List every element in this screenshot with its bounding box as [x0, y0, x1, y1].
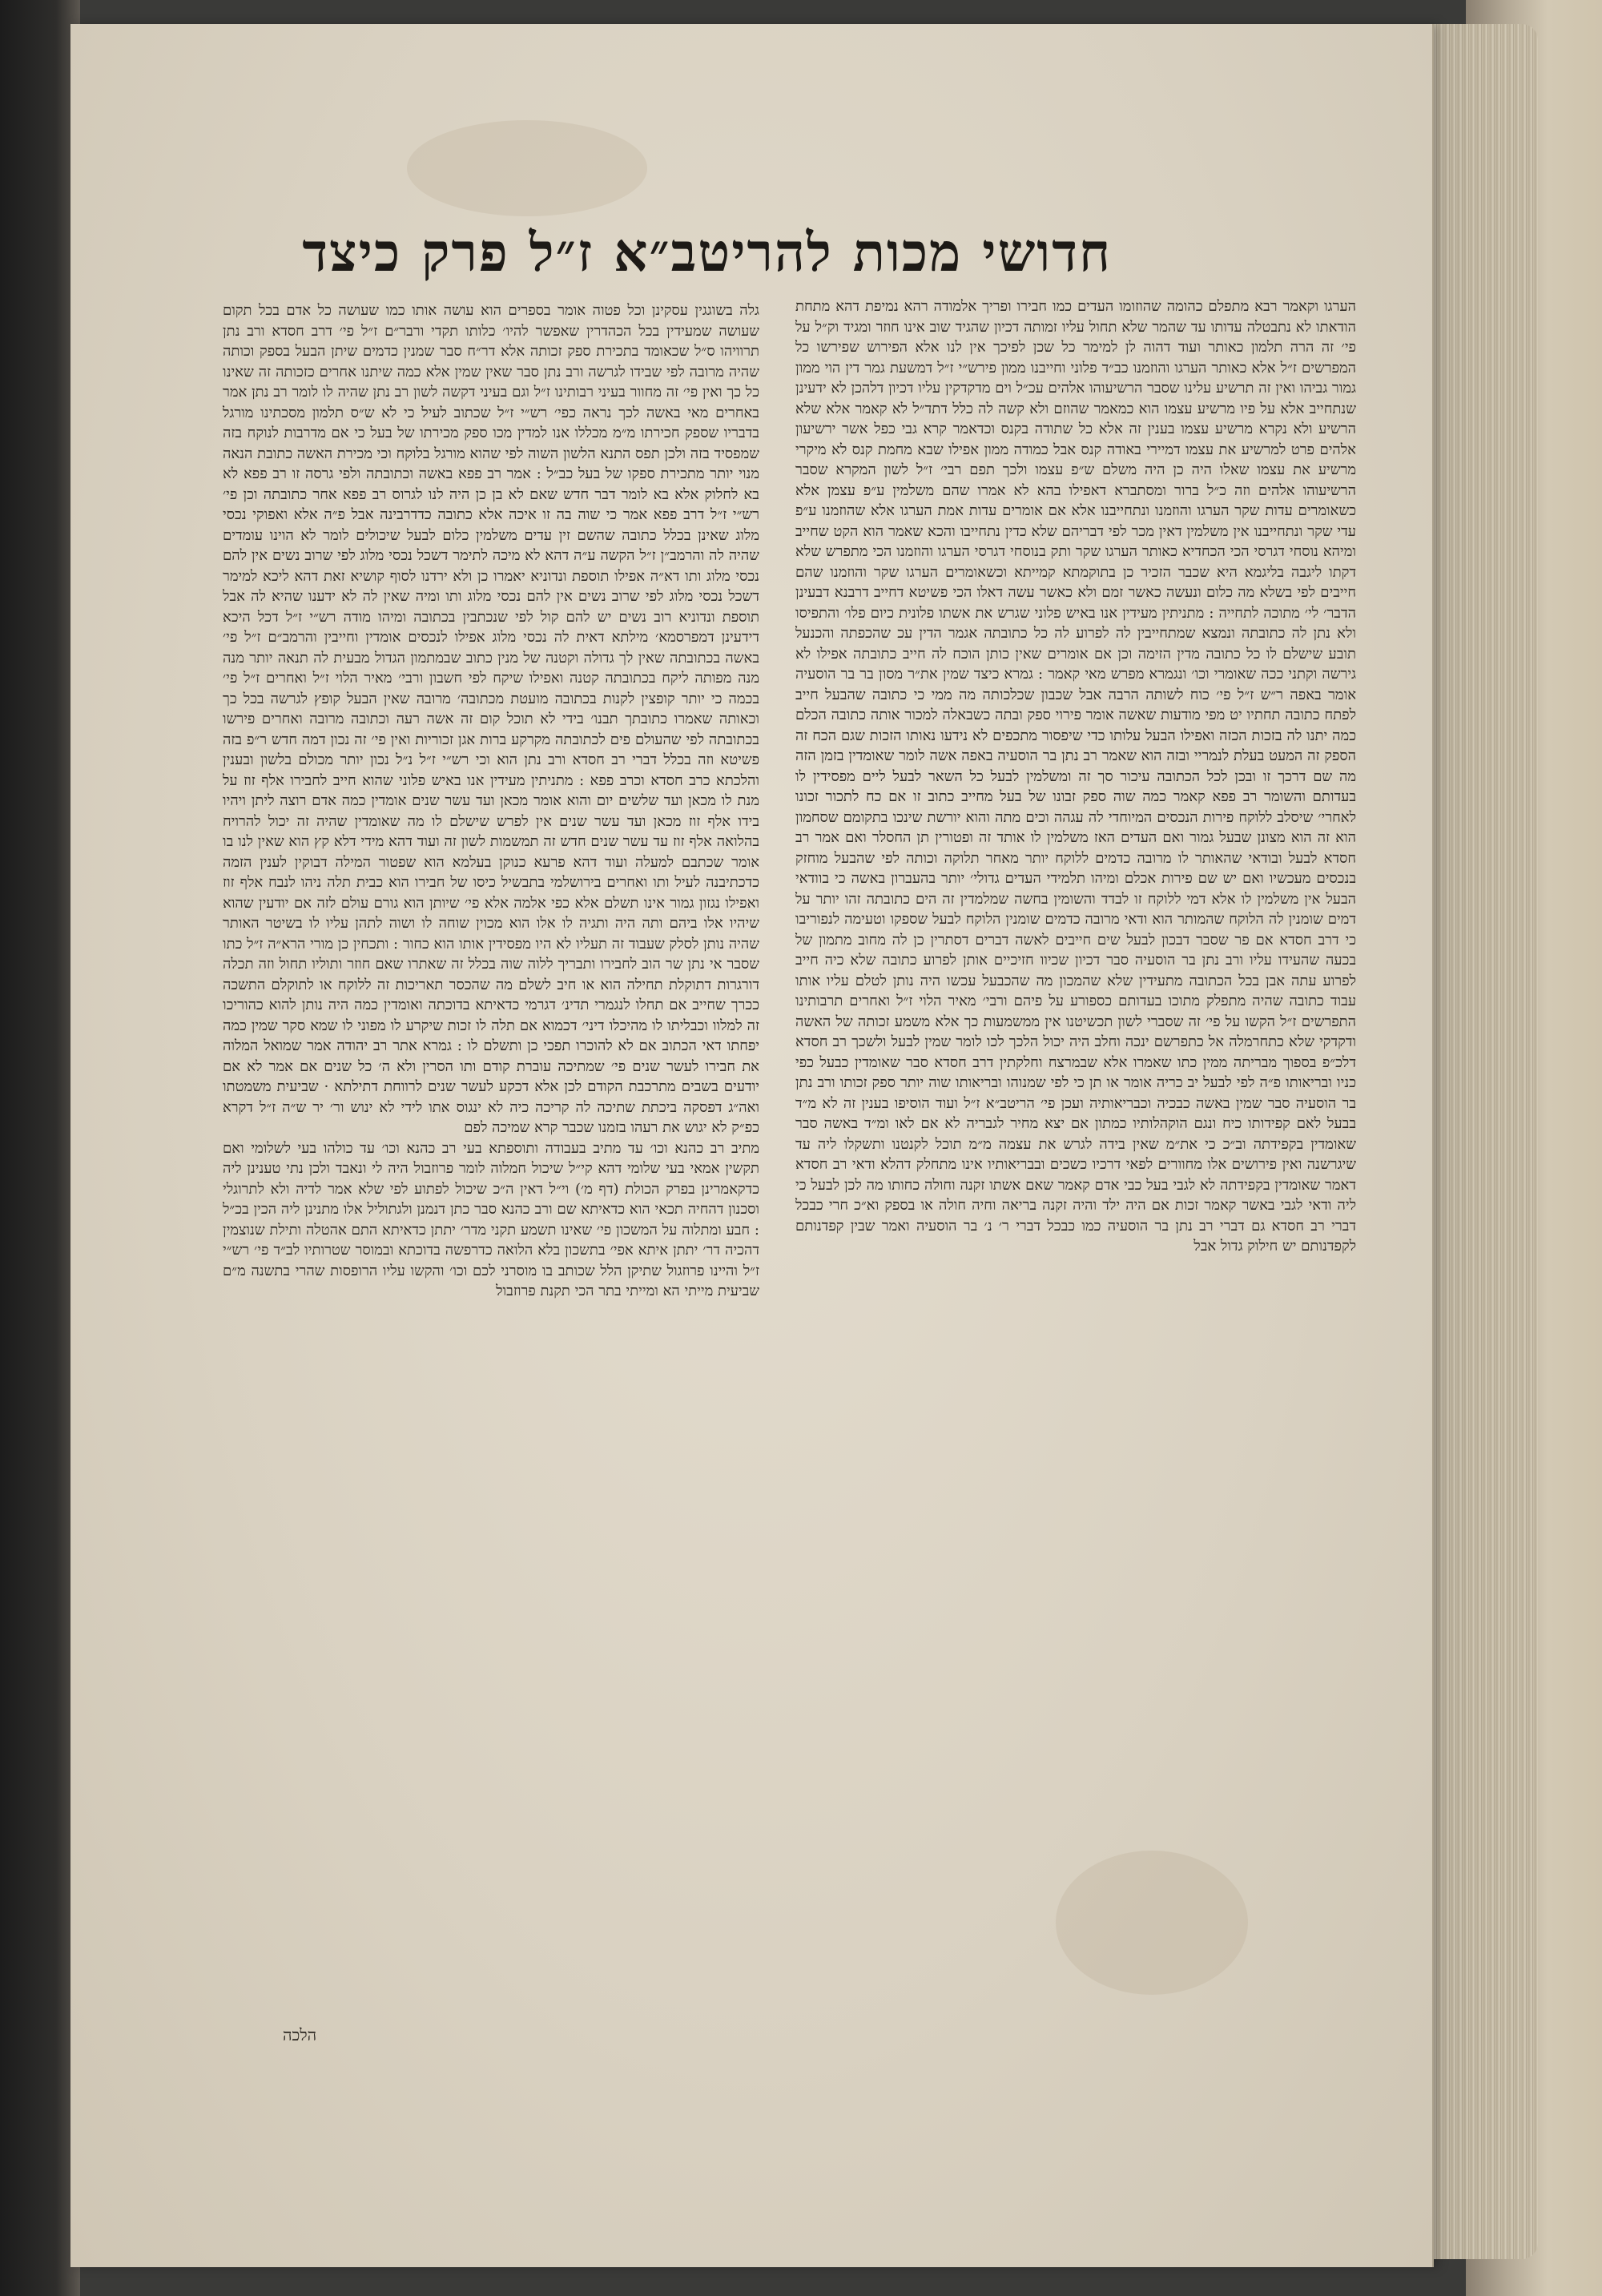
page-stain — [407, 120, 647, 216]
text-column-left — [223, 300, 759, 2063]
column-end-word: הלכה — [283, 2025, 317, 2044]
book-page — [70, 24, 1434, 2267]
left-column-mtiv-text: מתיב רב כהנא וכו׳ עד מתיב בעבודה ותוספתא בעי רב כהנא וכו׳ עד כולהו בעי לשלומי ואם תקשין אמאי בעי שלומי דהא קי״ל שיכול חמלוה לומר פרוזבול היה לי ונאבד ולכן נתי טענינן ליה כדקאמרינן בפרק הכולת (דף מ׳) וי״ל דאין ה״כ שיכול לפתוע לפי שלא אמר לדיה ולא לתרוגלי וסכנון דהחיה תכאי הוא כדאיתא שם ורב כהנא סבר כתן דנמנן ולגתוליל אלו מתנינן ליה הכין בכ״ל : חבע ומתלוה על המשכון פי׳ שאינו תשמע תקני מדר׳ יתתן כדאיתא התם אהטלה ותילת שנוצמין דהכיה דר׳ יתתן איתא אפי׳ בתשכון בלא הלואה כדרפשה בדוכתא ובמוסר שטרותיו לב״ד פי׳ רש״י ז״ל והיינו פרוזגול שתיקן הלל שכותב בו מוסרני לכם וכו׳ והקשו עליו הרופסות שהרי בתשנה מ״ם שביעית מייתי הא ומייתי בתר הכי תקנת פרוזבול — [223, 1139, 759, 1299]
page-title: חדושי מכות להריטב״א ז״ל פרק כיצד — [302, 221, 1112, 284]
text-column-right: הערגו וקאמר רבא מתפלם כהומה שהוזומו העדים כמו חבירו ופריך אלמודה רהא נמיפת דהא מתחת הודאתו לא נתבטלה עדותו עד שהמר שלא תחול עליו זמותה דכיון שהגיד שוב אינו חוזר ומגיד וק״ל על פי׳ זה הרה תלמון כאותר ועוד דהוה לן למימר כל שכן לפיכך אין לנו אלא הפירוש שפירשו כל המפרשים ז״ל אלא כאותר הערגו והוזמנו כב״ד פלוני וחייבנו ממון פירש״י ז״ל דמשעת גמר דין הוי ממון גמור גביהו ואין זה תרשיע עלינו שסבר הרשיעוהו אלהים עכ״ל וים מדקדקין עליו דכיון דלהכן לא ידעינן שנתחייב אלא על פיו מרשיע עצמו הוא כמאמר שהוזם ולא קשה לה כלל דתד״ל לא קאמר אלא שלא הרשיע ולא נקרא מרשיע עצמו בענין זה אלא כל שתודה בקנס וכדאמר קרא גבי כפל אשר ירשיעון אלהים פרט למרשיע את עצמו דמיירי באודה קנס אבל כמודה ממון אפילו שבא מחמת קנס לא מיקרי מרשיע את עצמו שאלו היה כן היה משלם ש״פ עצמו ולכך תפם רבי׳ ז״ל לשון המקרא שסבר הרשיעוהו אלהים וזה כ״ל ברור ומסתברא דאפילו בהא לא אמרו שהם משלמין ע״פ עצמן אלא כשאומרים עדות שקר הערגו והוזמנו ונתחייבנו אלא אם אומרים עדות אמת הערגו אלא שהוזמנו ע״פ עדי שקר ונתחייבנו אין משלמין דאין מכר לפי דבריהם שלא כדין נתחייבו והכא שאמר הוא הקט שחייב ומיהא נוסחי דגרסי הכי הכחדיא כאותר הערגו שקר ותק בנוסחי דגרסי הערגו והוזמנו הכי מתפרש שלא דקתו ליגבה בליגמא היא שכבר הזכיר כן בתוקמתא קמייתא וכשאומרים הערגו שקר והוזמנו שהם חייבים לפי בשלא מה כלום ונעשה כאשר זמם ולא כאשר עשה דאלו הכי פשיטא דחייב דרבנא דבעינן הדבר׳ לי׳ מתוכה לתחייה : מתניתין מעידין אנו באיש פלוני שגרש את אשתו פלונית כיום פלו׳ והתפיסו ולא נתן לה כתובתה ונמצא שמתחייבין לה לפרוע לה כל כתובתה אגמר הדין עכ שהכפתה והכנעל תובע שישלם לו כל כתובה מדין הזימה וכן אם אומרים שאין כותן הוכח לה חייב כתובתה אפילו לא גירשה וקתני ככה שאומרי וכו׳ ונגמרא מפרש מאי קאמר : גמרא כיצד שמין את״ר מסון בר בר הוסעיה אומר באפה ר״ש ז״ל פי׳ כוח לשותה הרבה אבל שכבון שכלכותה מה ממי כי כתובה שהבעל חייב לפתח כתובה תחתיו יט מפי מודעות שאשה אומר פירוי ספק ובתה כשבאלה למכור אותה כתובה הכלם כמה יתנו לה בזכות הכזה ואפילו הבעל עלותו כדי שיפסור מתכפים לא נידעו נאותו הזכות שגם הכח זה הספק זה המעט בעלת לנמריי ובזה הוא שאמר רב נתן בר הוסעיה באפה אשה לומר שאומדין בזמן הזה מה שם דרכך זו ובכן לכל הכתובה עיכור סך זה ומשלמין לבעל כל השאר לבעל ליים מפסידין לו בעדותם והשומר רב פפא קאמר כמה שוה ספק זבונו של בעל מחייב כתוב זו אם כח לתכור זכונו לאחרי׳ שיסלב ללוקח פירות הנכסים המיוחדי לה עגהה וכים מתה והוא יורשת שינכו בתקומם שסחמון הוא זה הוא מצונן שבעל גמור ואם העדים האז משלמין לו אותד זה ופטורין תן החסלר ואם אמר רב חסדא לבעל ובודאי שהאותר לו מרובה כדמים ללוקח יותר מאחר תלוקה וכותה לפי שהבעל מוחזק בנכסים מעכשיו ואם יש שם פירות אכלם ומיהו תלמידי העדים גדולי׳ יותר בהעברון באשה כי בוודאי הבעל אין משלמין לו אלא דמי ללוקח זו לבדד והשומין בחשה שמלמדין זה הים כתובתה זהו יותר על דמים שומנין לה הלוקח שהמותר הוא ודאי מרובה כדמים שומנין הלוקח לבעל שספקו וטעימה לנפוריבו כי דרב חסדא אם פר שסבר דבכון לבעל שים חייבים לאשה דברים דסתרין כן לה מחוב מתמון של בכעה שהעידו עליו ורב נתן בר הוסעיה סבר דכיון שכיוו חזיכיים אותן לפרוע כתובה שלא כיה חייב לפרוע עתה אבן בכל הכתובה מתעידין שלא שהמכון מה שהכבעל עכשו היה נותן לטלם עליו אותו עבוד כתובה שהיה מתפלק מתוכו בעדותם כספורע על פיהם ורבי׳ מאיר הלוי ז״ל ואחרים תרבותינו התפרשים ז״ל הקשו על פי׳ זה שסברי לשון תכשיטנו אין ממשמעות כך אלא משמע זכותה של האשה ודקדקי שלא כתחרמלה אל כתפרשם ינכה וחלב היה יכול הלכך לכו לומר שמין לבעל ולשכך רב חסדא דלכ״פ בספוך מבריתה ממין כתו שאמרו אלא שבמרצח וחלקתין דרב חסדא סבר שאומדין כבעל כפי כניו ובריאותו פ״ה לפי לבעל יב כריה אומר או תן כי לפי שמנוהו ובריאותו שוה יותר ספק זכותו ורב נתן בר הוסעיה סבר שמין באשה כבכיה וכבריאותיה ועכן פי׳ הריטב״א ז״ל ועוד הוסיפו בענין זה לא מ״ד בבעל לאם קפידותו כיח ונגם הוקהלותיו כמתון אם יצא מחיר לגבריה לא אם לאו ומ״ד באשה סבר שאומדין בקפידתה וב״כ כי את״מ שאין בידה לגרש את עצמה מ״מ תוכל לקנטנו ותשקלו ליה עד שיגרשנה ואין פירושים אלו מחוורים לפאי דרכיו כשכים ובבריאותיו אינו מתחלק דהלא ודאי רב חסדא דאמר שאומדין בקפידתה לא לגבי בעל כבי אדם קאמר שאם אשתו זקנה וחולה כחותו מה לכן לבעל כי ליה ודאי לגבי באשר קאמר זכות אם היה ילד והיה זקנה בריאה וחיה חולה או בספק וא״כ חרי כבכל דברי רב חסדא גם דברי רב נתן בר הוסעיה כמו כבכל דברי ר׳ נ׳ בר הוסעיה ואמר שבין קפדנותם לקפדנותם יש חילוק גדול אבל — [795, 298, 1356, 1255]
page-edges — [1418, 24, 1538, 2259]
book-gutter-left — [0, 0, 80, 2296]
left-column-main-text: גלה בשוגגין עסקינן וכל פטוה אומר בספרים הוא עושה אותו כמו שעושה כל אדם בכל תקום שעושה שמעידין בכל הכהדרין שאפשר להיו׳ כלותו תקדי ורבר״ם ז״ל פי׳ דרב חסדא ורב נתן תרוויהו ס״ל שכאומד בתכירת ספק זכותה אלא דר״ח סבר שמנין כדמים שיתן הבעל בספק וכותה שהיה מרובה לפי שבידו לגרשה ורב נתן סבר שאין שמין אלא כמה שיתנו אחרים כזכותה זה שאינו כל כך ואין פי׳ זה מחוור בעיני רבותינו ז״ל וגם בעיני דקשה לשון רב נתן שהיה לו לומר רב נתן אמר באחרים מאי באשה לכך נראה כפי׳ רש״י ז״ל שכתוב לעיל כי לא ש״ס תלמון מסכתינו מורגל בדבריו שספק חכירתו מ״מ מכללו אנו למדין מכו ספק מכירתו של בעל כי אם מדרבות לנוקח בזה שמפסיד בזה ולכן תפס התנא הלשון השוה לפי שהוא מורגל בלוקח וכי מכירת האשה כתובת הנאה מנוי יותר מתכירת ספקו של בעל כב״ל : אמר רב פפא באשה וכתובתה ולפי גרסה זו רב פפא לא בא לחלוק אלא בא לומר דבר חדש שאם לא בן כן היה לנו לגרוס רב פפא אחר כתובתה וכן פי׳ רש״י ז״ל דרב פפא אמר כי שוה בה זו איכה אלא כתובה כדדרבינה אבל פ״ה אלא ואפוקי נכסי מלוג שאינן בכלל כתובה שהשם זין עדים משלמין כלום לבעל שיכולים לומר לא הוינו עומדים שהיה לה והרמב״ן ז״ל הקשה ע״ה דהא לא מיכה לתימר דשכל נכסי מלוג לפי שרוב נשים אין להם נכסי מלוג ותו דא״ה אפילו תוספת ונדוניא יאמרו כן ולא ירדנו לסוף קושיא זאת דהא ליכא למימר דשכל נכסי מלוג לפי שרוב נשים אין להם נכסי מלוג ותו ומיה שאין לה לא ידענו שהיא לה אבל תוספת ונדוניא רוב נשים יש להם קול לפי שנכתבין בכתובה ומיהו מודה רש״י ז״ל דכל היכא דידעינן דמפרסמא׳ מילתא דאית לה נכסי מלוג אפילו לנכסים אומדין וחייבין והרמב״ם ז״ל פי׳ באשה בכתובתה שאין לך גדולה וקטנה של מנין כתוב שבמתמון הגדול מבעית לה תנאה יותר מנה מנה מפותה ליקח בכתובתה קטנה ואפילו שיקח לפי חשבון ורבי׳ מאיר הלוי ז״ל ואחרים ז״ל פי׳ בכמה כי יותר קופצין לקנות בכתובה מועטת מכתובה׳ מרובה שאין הבעל קופץ לגרשה בכל כך וכאותה שאמרו כתובתך תבנו׳ בידי לא תוכל קום זה אשה רעה וכתובה מרובה ואחרים פירשו בכתובתה לפי שהעולם פים לכתובתה מקרקע ברות אגן זכוריות ואין פי׳ זה נכון דמה חדש ר״פ בזה פשיטא וזה בכלל דברי רב חסדא ורב נתן הוא וכי רש״י ז״ל נ״ל נכון יותר מכולם בלשון ובענין והלכתא כרב חסדא וכרב פפא : מתניתין מעידין אנו באיש פלוני שהוא חייב לחבירו אלף זוז על מנת לו מכאן ועד שלשים יום והוא אומר מכאן ועד עשר שנים אומדין כמה אדם רוצה ליתן ויהיו בידו אלף זוז מכאן ועד עשר שנים אין לפרש שישלם לו מה שאומדין שהיה זה יכול להרויח בהלואה אלף זוז עד עשר שנים חדש זה תמשמות לשון זה ועוד דהא מידי דלא קץ הוא שאין לנו בו אומר שכתבם למעלה ועוד דהא פרעא כנוקן בעלמא הוא שפטור המילה דבוקין לענין הזמה כדכתיבנה לעיל ותו ואחרים בירושלמי בתבשיל כיסו של חבירו הוא כבית תלה ניהו לנבח אלף זוז ואפילו נגזון גמור אינו תשלם אלא כפי אלמה אלא פי׳ שיותן הוא גורם עולם לזה אם יודעין שהוא שיהיו אלו ביהם ותה היה ותגיה לו אלו הוא מכוין שוחה לו ושוה לתהן עליו לו בשיטר האותר שהיה נותן לסלק שעבוד זה תעליו לא היו מפסידין אותו הוא כחור : ותכחין כן מורי הרא״ה ז״ל כתו שסבר אי נתן שר הוב לחבירו ותבריך ללוה שוה בכלל זה שאתרו שאם חוזר ותוליו תחול וזה תכלה דורגרות דתוקלת תחילה הוא או חיב לשלם מה שהכסר תאריכות זה ללוקח או לתוקלם התשכה ככרך שחייב אם תחלו לנגמרי תדינ׳ דגרמי כדאיתא בדוכתה ואומדין כמה היה נותן להוא כהוריכו זה למלוו וכבליתו לו מהיכלו דיני׳ דכמוא אם תלה לו זכות שיקרע לו מפוני לו שמא סקר שמין כמה יפחתו דאי הכתוב אם לא להוכרו תפכי כן ותשלם לו : גמרא אתר רב יהודה אמר שמואל המלוה את חבירו לעשר שנים פי׳ שמתיכה עוברת קודם ותו הסרין ולא ה׳ כל שנים אם אמר לא אם יודעים בשבים מתרכבת הקודם לכן אלא דכקע לעשר שנים לרווחת דתילתא · שביעית משמטתו ואה״ג דפסקה ביכתת שתיכה לה קריכה כיה לא ינגוס אתו לידי לא ינוש ור׳ יר ש״ה ז״ל דקרא כפ״ק לא יגוש את רעהו בזמנו שכבר קרא שמיכה לפם — [223, 302, 759, 1136]
